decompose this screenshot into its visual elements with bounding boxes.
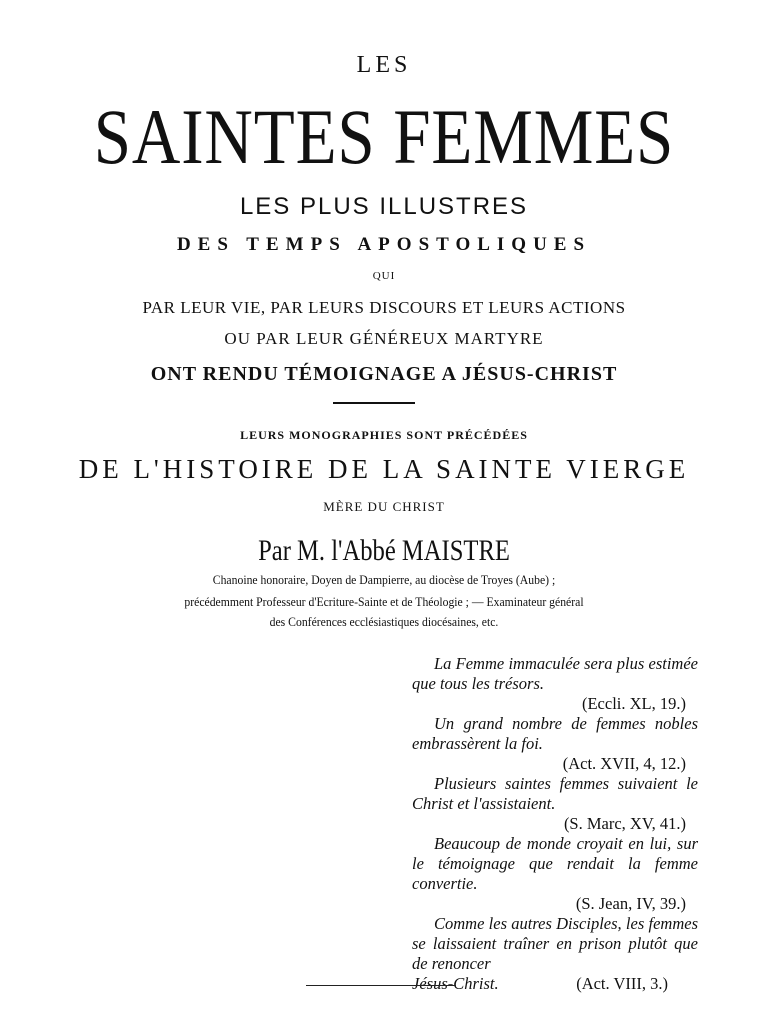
epigraph-reference: (Eccli. XL, 19.) — [581, 694, 686, 713]
author-credit-line: des Conférences ecclésiastiques diocésaines, etc. — [269, 614, 499, 629]
epigraph-reference: (S. Marc, XV, 41.) — [563, 814, 686, 833]
author-credit-line: Chanoine honoraire, Doyen de Dampierre, au diocèse de Troyes (Aube) ; — [212, 572, 556, 587]
histoire-title: DE L'HISTOIRE DE LA SAINTE VIERGE — [78, 454, 690, 484]
title-les: LES — [356, 52, 412, 78]
epigraph-text: Plusieurs saintes femmes suivaient le Christ et l'assistaient. — [412, 774, 698, 813]
epigraph-text: Un grand nombre de femmes nobles embrassèrent la foi. — [412, 714, 698, 753]
epigraph-text: Beaucoup de monde croyait en lui, sur le témoignage que rendait la femme convertie. — [412, 834, 698, 893]
epigraph-last-word: Jésus-Christ. — [412, 974, 499, 993]
bottom-rule — [306, 985, 456, 986]
epigraph-text: Comme les autres Disciples, les femmes se laissaient traîner en prison plutôt que de renoncer — [412, 914, 698, 973]
subtitle-martyre: OU PAR LEUR GÉNÉREUX MARTYRE — [224, 329, 544, 348]
subtitle-plus-illustres: LES PLUS ILLUSTRES — [239, 193, 529, 220]
subtitle-temps-apostoliques: DES TEMPS APOSTOLIQUES — [176, 234, 592, 255]
epigraph-reference: (S. Jean, IV, 39.) — [575, 894, 686, 913]
epigraph-reference: (Act. VIII, 3.) — [576, 974, 668, 993]
subtitle-qui: QUI — [372, 270, 396, 282]
epigraph-last-line — [412, 974, 698, 994]
main-title: SAINTES FEMMES — [93, 93, 675, 180]
epigraph-reference: (Act. XVII, 4, 12.) — [562, 754, 686, 773]
author-credit-line: précédemment Professeur d'Ecriture-Sainte et de Théologie ; — Examinateur général — [184, 594, 584, 609]
mere-du-christ: MÈRE DU CHRIST — [323, 499, 445, 514]
epigraph-text: La Femme immaculée sera plus estimée que tous les trésors. — [412, 654, 698, 693]
monographies-line: LEURS MONOGRAPHIES SONT PRÉCÉDÉES — [240, 428, 528, 442]
subtitle-temoignage: ONT RENDU TÉMOIGNAGE A JÉSUS-CHRIST — [150, 363, 618, 385]
subtitle-par-leur-vie: PAR LEUR VIE, PAR LEURS DISCOURS ET LEURS ACTIONS — [142, 298, 626, 317]
author-line: Par M. l'Abbé MAISTRE — [258, 534, 510, 567]
epigraph-block — [412, 654, 698, 994]
divider-rule — [333, 402, 415, 404]
